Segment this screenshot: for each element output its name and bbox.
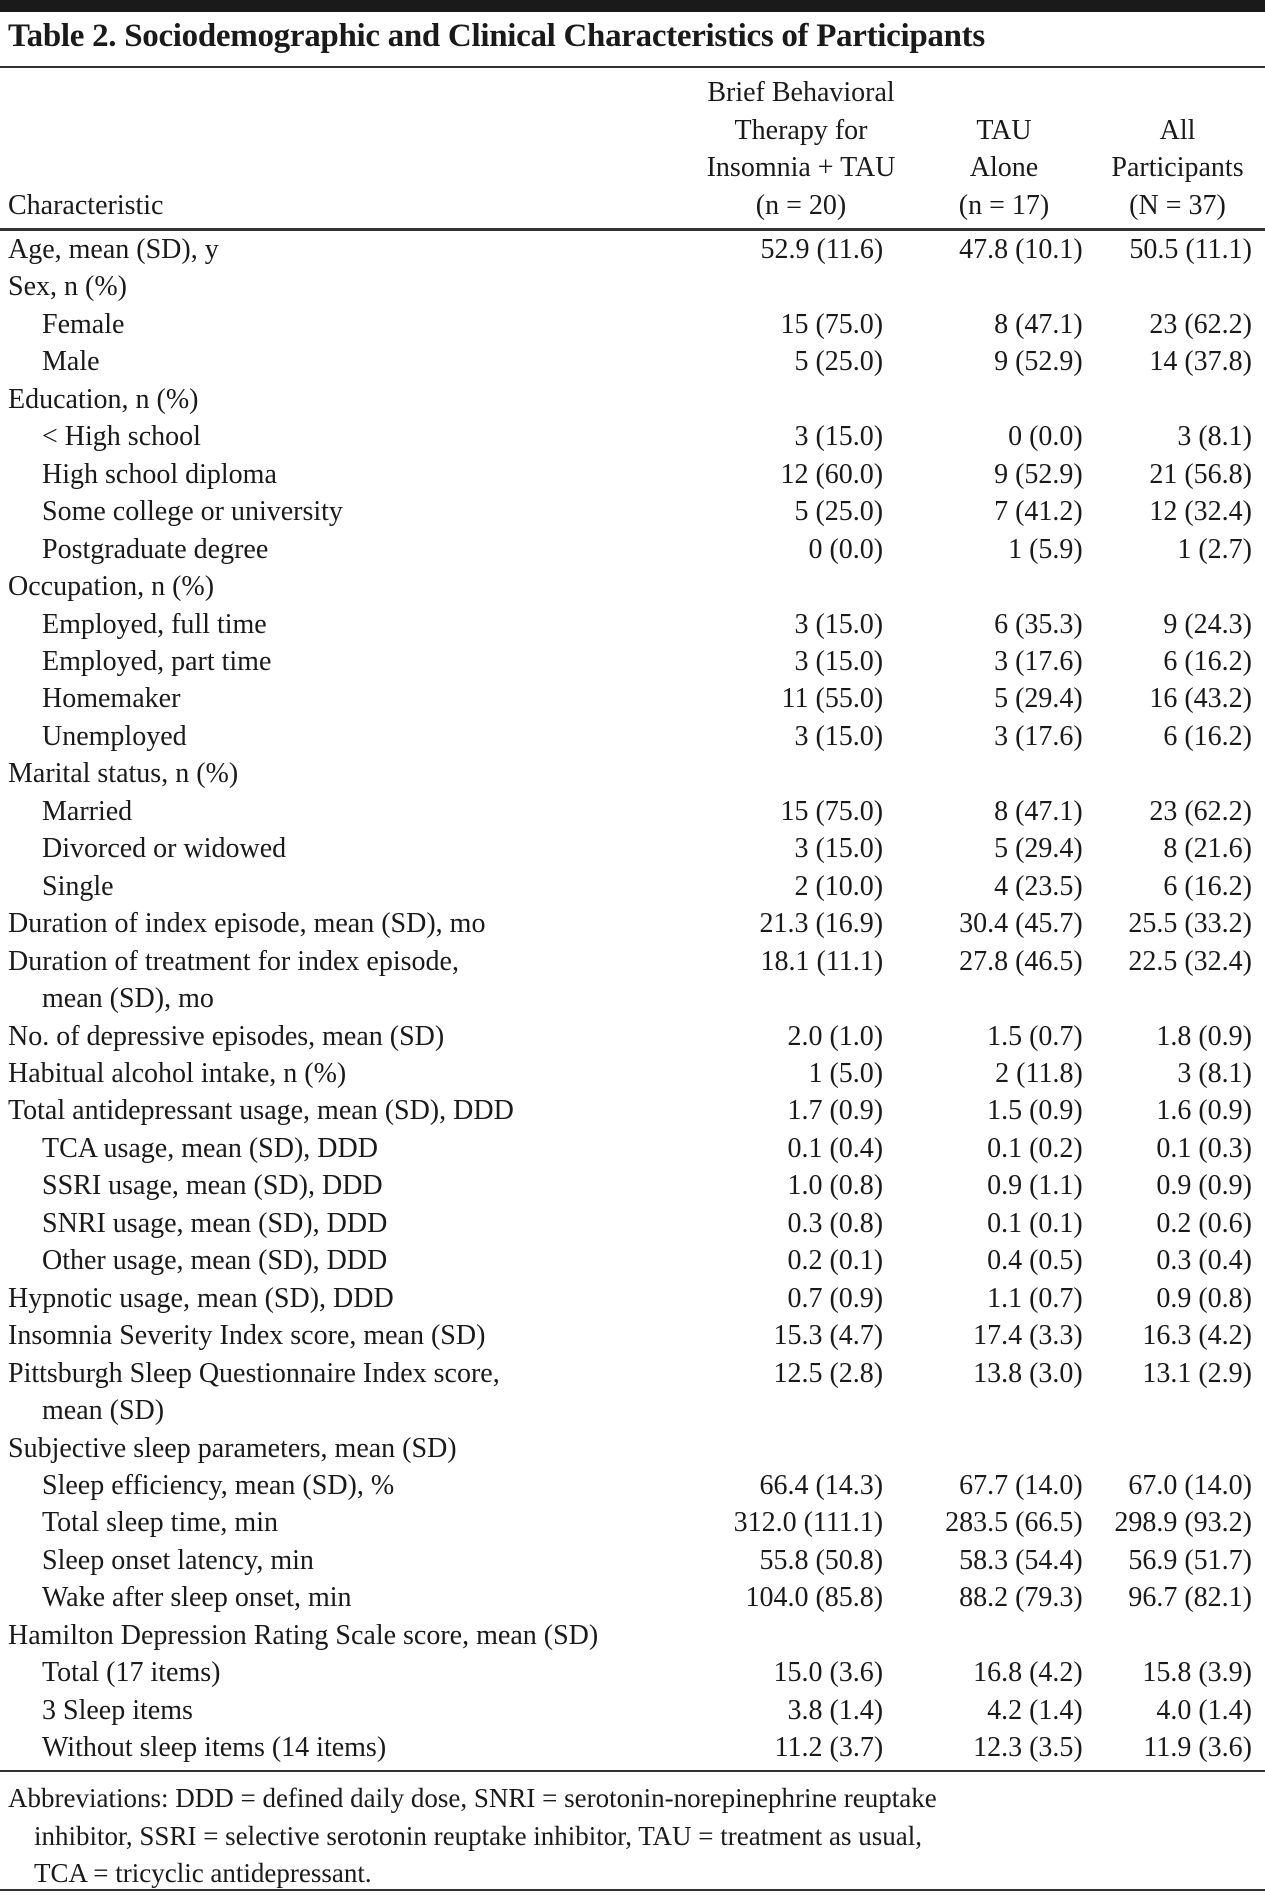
cell-all: 9 (24.3) <box>1163 608 1252 640</box>
cell-bbti: 0 (0.0) <box>808 533 884 565</box>
cell-all: 3 (8.1) <box>1177 421 1252 453</box>
cell-all <box>1083 568 1265 605</box>
cell-all: 23 (62.2) <box>1149 795 1252 827</box>
cell-all: 0.1 (0.3) <box>1156 1132 1252 1164</box>
cell-bbti: 18.1 (11.1) <box>760 945 884 977</box>
table-row <box>0 268 1265 305</box>
cell-tau: 17.4 (3.3) <box>973 1320 1083 1352</box>
table-header <box>0 70 1265 228</box>
table-row <box>0 418 1265 455</box>
cell-bbti: 0.7 (0.9) <box>787 1282 884 1314</box>
row-label <box>0 1430 677 1467</box>
cell-tau: 4 (23.5) <box>994 870 1083 902</box>
top-bar <box>0 0 1265 12</box>
table-row <box>0 1055 1265 1092</box>
row-label-text: Postgraduate degree <box>42 533 269 565</box>
row-label-text: Female <box>42 308 125 340</box>
header-line: Alone <box>969 152 1039 183</box>
cell-all: 4.0 (1.4) <box>1156 1694 1252 1726</box>
table-row <box>0 1167 1265 1204</box>
cell-tau <box>883 755 1083 792</box>
cell-bbti: 3.8 (1.4) <box>787 1694 884 1726</box>
row-label <box>0 1055 677 1092</box>
row-label <box>0 643 677 680</box>
row-label-text: Homemaker <box>42 683 181 715</box>
header-line: (n = 17) <box>958 189 1050 221</box>
cell-tau: 8 (47.1) <box>994 308 1083 340</box>
row-label <box>0 268 677 305</box>
cell-tau: 3 (17.6) <box>994 720 1083 752</box>
row-label-continuation: mean (SD), mo <box>42 983 214 1015</box>
cell-bbti: 55.8 (50.8) <box>759 1544 884 1576</box>
table-row <box>0 531 1265 568</box>
row-label-text: Duration of treatment for index episode, <box>8 945 459 977</box>
cell-all: 1 (2.7) <box>1177 533 1252 565</box>
cell-bbti: 0.1 (0.4) <box>787 1132 884 1164</box>
cell-all: 6 (16.2) <box>1163 720 1252 752</box>
cell-tau <box>883 381 1083 418</box>
cell-bbti: 5 (25.0) <box>794 346 884 378</box>
cell-all: 21 (56.8) <box>1149 458 1252 490</box>
cell-all: 25.5 (33.2) <box>1128 908 1252 940</box>
cell-bbti: 15.3 (4.7) <box>773 1320 884 1352</box>
cell-bbti <box>677 1430 883 1467</box>
cell-bbti: 2 (10.0) <box>794 870 884 902</box>
cell-tau: 1 (5.9) <box>1008 533 1083 565</box>
row-label-text: Employed, full time <box>42 608 267 640</box>
cell-all: 298.9 (93.2) <box>1114 1507 1252 1539</box>
row-label-text: Single <box>42 870 114 902</box>
row-label <box>0 231 677 268</box>
row-label <box>0 1130 677 1167</box>
row-label-text: Total antidepressant usage, mean (SD), DDD <box>8 1095 514 1127</box>
cell-all: 16 (43.2) <box>1149 683 1252 715</box>
row-label-text: No. of depressive episodes, mean (SD) <box>8 1020 445 1052</box>
row-label-text: Pittsburgh Sleep Questionnaire Index score, <box>8 1357 500 1389</box>
cell-tau: 16.8 (4.2) <box>973 1657 1083 1689</box>
cell-tau: 58.3 (54.4) <box>959 1544 1083 1576</box>
row-label <box>0 1355 677 1430</box>
header-line: Participants <box>1111 152 1244 183</box>
table-row <box>0 1579 1265 1616</box>
cell-tau: 0 (0.0) <box>1008 421 1083 453</box>
table-row <box>0 493 1265 530</box>
cell-bbti: 1.7 (0.9) <box>787 1095 884 1127</box>
row-label <box>0 381 677 418</box>
row-label-text: Total sleep time, min <box>42 1507 278 1539</box>
table-row <box>0 1242 1265 1279</box>
cell-tau <box>883 268 1083 305</box>
cell-all: 0.2 (0.6) <box>1156 1207 1252 1239</box>
header-line: (N = 37) <box>1129 189 1226 221</box>
cell-all: 1.8 (0.9) <box>1156 1020 1252 1052</box>
row-label <box>0 1617 677 1654</box>
cell-tau: 0.1 (0.1) <box>987 1207 1083 1239</box>
table-row <box>0 1542 1265 1579</box>
cell-all: 96.7 (82.1) <box>1128 1582 1252 1614</box>
row-label <box>0 1018 677 1055</box>
row-label-text: Insomnia Severity Index score, mean (SD) <box>8 1320 486 1352</box>
table-title: Table 2. Sociodemographic and Clinical Characteristics of Participants <box>8 18 985 54</box>
cell-bbti: 3 (15.0) <box>794 608 884 640</box>
cell-tau: 283.5 (66.5) <box>945 1507 1083 1539</box>
cell-tau: 3 (17.6) <box>994 645 1083 677</box>
table-row <box>0 1280 1265 1317</box>
cell-tau: 6 (35.3) <box>994 608 1083 640</box>
cell-tau <box>883 568 1083 605</box>
cell-tau: 9 (52.9) <box>994 458 1083 490</box>
cell-bbti <box>677 755 883 792</box>
table-row <box>0 1092 1265 1129</box>
cell-bbti: 0.3 (0.8) <box>787 1207 884 1239</box>
row-label-text: Male <box>42 346 100 378</box>
cell-bbti: 15 (75.0) <box>780 795 884 827</box>
cell-bbti: 21.3 (16.9) <box>759 908 884 940</box>
table-row <box>0 231 1265 268</box>
row-label-text: Employed, part time <box>42 645 272 677</box>
header-col-all <box>1095 112 1260 225</box>
cell-all <box>1083 1430 1265 1467</box>
cell-all: 6 (16.2) <box>1163 870 1252 902</box>
cell-bbti: 3 (15.0) <box>794 645 884 677</box>
cell-bbti: 104.0 (85.8) <box>745 1582 884 1614</box>
cell-all: 0.3 (0.4) <box>1156 1245 1252 1277</box>
row-label <box>0 343 677 380</box>
table-row <box>0 1467 1265 1504</box>
cell-bbti: 312.0 (111.1) <box>733 1507 884 1539</box>
cell-all <box>1083 268 1265 305</box>
row-label <box>0 830 677 867</box>
cell-all <box>1083 1617 1265 1654</box>
cell-tau: 1.5 (0.7) <box>987 1020 1083 1052</box>
row-label <box>0 456 677 493</box>
row-label <box>0 1167 677 1204</box>
row-label-continuation: mean (SD) <box>42 1395 165 1427</box>
cell-tau: 9 (52.9) <box>994 346 1083 378</box>
row-label-text: High school diploma <box>42 458 277 490</box>
cell-bbti: 12 (60.0) <box>780 458 884 490</box>
characteristics-table <box>0 231 1265 1767</box>
cell-bbti: 1 (5.0) <box>808 1057 884 1089</box>
cell-bbti: 15 (75.0) <box>780 308 884 340</box>
cell-all <box>1083 381 1265 418</box>
row-label <box>0 680 677 717</box>
cell-bbti: 0.2 (0.1) <box>787 1245 884 1277</box>
cell-all: 56.9 (51.7) <box>1128 1544 1252 1576</box>
cell-all: 15.8 (3.9) <box>1142 1657 1252 1689</box>
header-line: Brief Behavioral <box>707 77 895 108</box>
header-line: All <box>1159 114 1196 146</box>
table-row <box>0 830 1265 867</box>
row-label <box>0 493 677 530</box>
table-row <box>0 1692 1265 1729</box>
cell-tau: 88.2 (79.3) <box>959 1582 1083 1614</box>
header-col-tau <box>944 112 1064 225</box>
cell-bbti <box>677 268 883 305</box>
cell-tau: 1.5 (0.9) <box>987 1095 1083 1127</box>
row-label-text: Sex, n (%) <box>8 271 127 303</box>
table-row <box>0 1205 1265 1242</box>
cell-bbti: 1.0 (0.8) <box>787 1170 884 1202</box>
cell-tau: 5 (29.4) <box>994 683 1083 715</box>
table-row <box>0 1617 1265 1654</box>
table-row <box>0 680 1265 717</box>
cell-bbti: 5 (25.0) <box>794 496 884 528</box>
table-row <box>0 1355 1265 1430</box>
table-row <box>0 793 1265 830</box>
row-label <box>0 1692 677 1729</box>
cell-tau: 47.8 (10.1) <box>959 234 1083 265</box>
cell-bbti <box>677 1617 883 1654</box>
row-label <box>0 1317 677 1354</box>
row-label-text: Divorced or widowed <box>42 833 287 865</box>
row-label-text: SNRI usage, mean (SD), DDD <box>42 1207 388 1239</box>
cell-bbti: 3 (15.0) <box>794 720 884 752</box>
row-label-text: Sleep onset latency, min <box>42 1544 314 1576</box>
cell-all: 8 (21.6) <box>1163 833 1252 865</box>
cell-all: 14 (37.8) <box>1149 346 1252 378</box>
cell-all: 12 (32.4) <box>1149 496 1252 528</box>
table-row <box>0 1317 1265 1354</box>
cell-bbti: 11.2 (3.7) <box>774 1732 884 1764</box>
row-label <box>0 1092 677 1129</box>
cell-bbti: 2.0 (1.0) <box>787 1020 884 1052</box>
cell-tau: 30.4 (45.7) <box>959 908 1083 940</box>
row-label <box>0 306 677 343</box>
cell-all: 16.3 (4.2) <box>1142 1320 1252 1352</box>
table-row <box>0 1130 1265 1167</box>
table-row <box>0 1430 1265 1467</box>
row-label <box>0 1654 677 1691</box>
row-label <box>0 1504 677 1541</box>
row-label <box>0 1280 677 1317</box>
cell-all: 6 (16.2) <box>1163 645 1252 677</box>
cell-bbti <box>677 381 883 418</box>
cell-all: 67.0 (14.0) <box>1128 1469 1252 1501</box>
cell-bbti: 3 (15.0) <box>794 833 884 865</box>
cell-tau: 8 (47.1) <box>994 795 1083 827</box>
cell-tau: 67.7 (14.0) <box>959 1469 1083 1501</box>
cell-all: 22.5 (32.4) <box>1128 945 1252 977</box>
table-row <box>0 606 1265 643</box>
row-label-text: < High school <box>42 421 201 453</box>
row-label-text: Hamilton Depression Rating Scale score, mean (SD) <box>8 1619 599 1651</box>
row-label <box>0 1205 677 1242</box>
row-label <box>0 718 677 755</box>
row-label-text: Subjective sleep parameters, mean (SD) <box>8 1432 457 1464</box>
row-label <box>0 905 677 942</box>
row-label-text: Marital status, n (%) <box>8 758 239 790</box>
title-rule <box>0 66 1265 68</box>
cell-tau <box>883 1617 1083 1654</box>
table-row <box>0 718 1265 755</box>
cell-bbti: 3 (15.0) <box>794 421 884 453</box>
row-label-text: Total (17 items) <box>42 1657 221 1689</box>
table-row <box>0 306 1265 343</box>
row-label <box>0 793 677 830</box>
cell-all: 0.9 (0.9) <box>1156 1170 1252 1202</box>
table-row <box>0 568 1265 605</box>
cell-bbti: 12.5 (2.8) <box>773 1357 884 1389</box>
row-label-text: 3 Sleep items <box>42 1694 193 1726</box>
footnote-line: TCA = tricyclic antidepressant. <box>34 1858 372 1888</box>
row-label-text: Education, n (%) <box>8 383 199 415</box>
cell-tau: 0.4 (0.5) <box>987 1245 1083 1277</box>
row-label <box>0 755 677 792</box>
row-label <box>0 1729 677 1766</box>
row-label-text: Wake after sleep onset, min <box>42 1582 352 1614</box>
table-row <box>0 868 1265 905</box>
footnote <box>8 1780 1208 1893</box>
cell-tau: 13.8 (3.0) <box>973 1357 1083 1389</box>
row-label <box>0 1242 677 1279</box>
row-label <box>0 1467 677 1504</box>
row-label-text: Other usage, mean (SD), DDD <box>42 1245 388 1277</box>
table-row <box>0 1654 1265 1691</box>
row-label <box>0 531 677 568</box>
table-row <box>0 343 1265 380</box>
cell-all: 11.9 (3.6) <box>1143 1732 1252 1764</box>
header-line: Insomnia + TAU <box>706 152 896 183</box>
table-row <box>0 943 1265 1018</box>
table-row <box>0 1018 1265 1055</box>
cell-all: 23 (62.2) <box>1149 308 1252 340</box>
row-label-text: Some college or university <box>42 496 343 528</box>
row-label <box>0 868 677 905</box>
row-label <box>0 1579 677 1616</box>
table-row <box>0 643 1265 680</box>
cell-tau: 4.2 (1.4) <box>987 1694 1083 1726</box>
row-label-text: Habitual alcohol intake, n (%) <box>8 1057 347 1089</box>
row-label <box>0 943 677 1018</box>
header-line: Therapy for <box>734 114 868 146</box>
cell-tau: 2 (11.8) <box>995 1057 1083 1089</box>
cell-bbti: 15.0 (3.6) <box>773 1657 884 1689</box>
cell-all: 13.1 (2.9) <box>1142 1357 1252 1389</box>
row-label <box>0 568 677 605</box>
table-bottom-rule <box>0 1770 1265 1772</box>
row-label-text: SSRI usage, mean (SD), DDD <box>42 1170 383 1202</box>
cell-all: 3 (8.1) <box>1177 1057 1252 1089</box>
row-label-text: Sleep efficiency, mean (SD), % <box>42 1469 395 1501</box>
table-row <box>0 755 1265 792</box>
table-row <box>0 1729 1265 1766</box>
header-characteristic: Characteristic <box>8 189 164 221</box>
row-label <box>0 1542 677 1579</box>
cell-tau: 12.3 (3.5) <box>973 1732 1083 1764</box>
header-line: TAU <box>976 114 1032 146</box>
cell-tau: 5 (29.4) <box>994 833 1083 865</box>
cell-bbti: 52.9 (11.6) <box>760 234 884 265</box>
table-row <box>0 381 1265 418</box>
cell-all <box>1083 755 1265 792</box>
cell-tau: 0.9 (1.1) <box>987 1170 1083 1202</box>
row-label-text: Hypnotic usage, mean (SD), DDD <box>8 1282 394 1314</box>
cell-tau <box>883 1430 1083 1467</box>
footnote-bottom-rule <box>0 1889 1265 1891</box>
row-label-text: Duration of index episode, mean (SD), mo <box>8 908 486 940</box>
header-line: (n = 20) <box>755 189 847 221</box>
row-label-text: Occupation, n (%) <box>8 571 215 603</box>
cell-tau: 1.1 (0.7) <box>987 1282 1083 1314</box>
row-label-text: TCA usage, mean (SD), DDD <box>42 1132 378 1164</box>
footnote-line: Abbreviations: DDD = defined daily dose, SNRI = serotonin-norepinephrine reuptake <box>8 1783 937 1813</box>
table-row <box>0 905 1265 942</box>
row-label <box>0 418 677 455</box>
cell-all: 0.9 (0.8) <box>1156 1282 1252 1314</box>
cell-bbti: 11 (55.0) <box>781 683 884 715</box>
table-row <box>0 456 1265 493</box>
row-label-text: Age, mean (SD), y <box>8 234 219 265</box>
header-col-bbti <box>690 74 912 224</box>
row-label-text: Without sleep items (14 items) <box>42 1732 387 1764</box>
footnote-line: inhibitor, SSRI = selective serotonin reuptake inhibitor, TAU = treatment as usual, <box>34 1820 922 1851</box>
row-label-text: Unemployed <box>42 720 187 752</box>
row-label <box>0 606 677 643</box>
row-label-text: Married <box>42 795 133 827</box>
cell-tau: 27.8 (46.5) <box>959 945 1083 977</box>
cell-all: 50.5 (11.1) <box>1129 234 1252 265</box>
cell-tau: 0.1 (0.2) <box>987 1132 1083 1164</box>
cell-bbti: 66.4 (14.3) <box>759 1469 884 1501</box>
cell-all: 1.6 (0.9) <box>1156 1095 1252 1127</box>
cell-tau: 7 (41.2) <box>994 496 1083 528</box>
cell-bbti <box>677 568 883 605</box>
table-row <box>0 1504 1265 1541</box>
